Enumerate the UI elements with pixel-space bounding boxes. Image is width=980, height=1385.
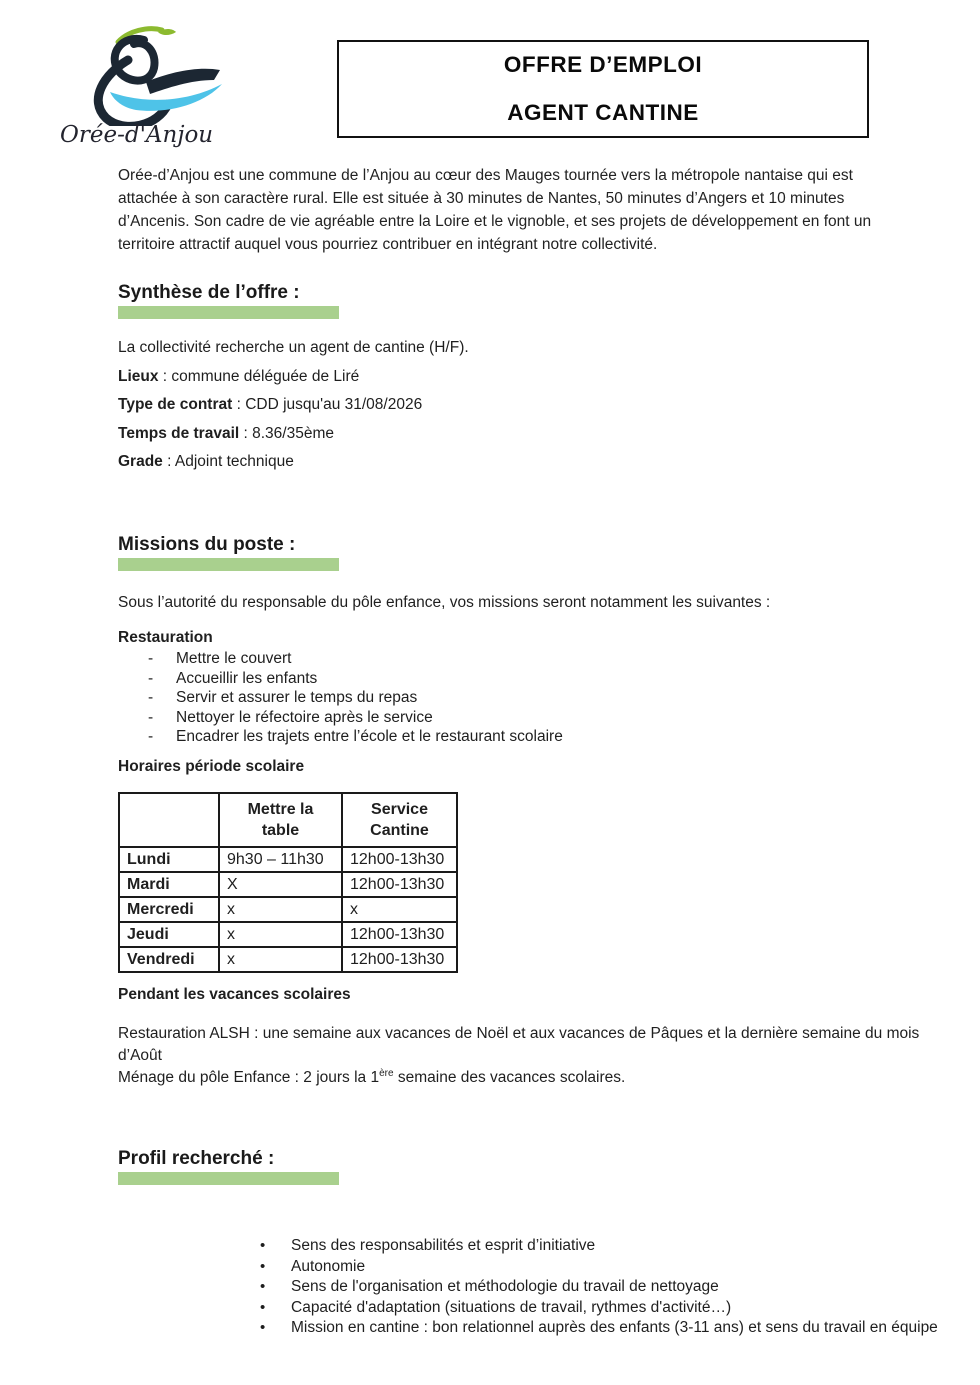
- list-item: [260, 1257, 950, 1278]
- section-heading-synthese: Synthèse de l’offre :: [118, 282, 300, 303]
- vacances-line2: [118, 1067, 938, 1089]
- table-row-mardi: [119, 872, 457, 897]
- field-grade: [118, 452, 838, 472]
- profil-requirements-list: [260, 1236, 950, 1339]
- field-separator: :: [158, 367, 172, 385]
- field-value: CDD jusqu'au 31/08/2026: [245, 396, 423, 413]
- day-cell: Mardi: [119, 872, 219, 897]
- oree-danjou-logo: [58, 26, 226, 154]
- mettre-la-table-cell: 9h30 – 11h30: [219, 847, 342, 872]
- task-text: Nettoyer le réfectoire après le service: [176, 708, 433, 726]
- field-separator: :: [162, 453, 175, 470]
- day-cell: Lundi: [119, 847, 219, 872]
- requirement-text: Sens de l'organisation et méthodologie du travail de nettoyage: [291, 1278, 719, 1295]
- dash-marker: -: [148, 650, 154, 667]
- field-type-de-contrat: [118, 395, 838, 415]
- field-label: Grade: [118, 453, 163, 470]
- list-item: [148, 649, 768, 669]
- green-accent-bar-missions: [118, 558, 339, 571]
- offer-title: OFFRE D’EMPLOI: [503, 52, 703, 77]
- field-label: Lieux: [118, 367, 159, 385]
- section-heading-missions: Missions du poste :: [118, 534, 296, 555]
- green-accent-bar-profil: [118, 1172, 339, 1185]
- service-cantine-cell: 12h00-13h30: [342, 947, 457, 972]
- service-cantine-cell: x: [342, 897, 457, 922]
- field-lieux: [118, 367, 838, 387]
- list-item: [148, 688, 768, 708]
- mettre-la-table-cell: x: [219, 947, 342, 972]
- subheading-vacances: Pendant les vacances scolaires: [118, 986, 351, 1003]
- task-text: Accueillir les enfants: [176, 669, 318, 687]
- bullet-marker: •: [260, 1298, 266, 1316]
- service-cantine-cell: 12h00-13h30: [342, 922, 457, 947]
- col-header-service-cantine: Service Cantine: [342, 793, 457, 847]
- day-cell: Jeudi: [119, 922, 219, 947]
- logo-wordmark: Orée-d'Anjou: [60, 122, 214, 148]
- table-row-lundi: [119, 847, 457, 872]
- bullet-marker: •: [260, 1278, 266, 1295]
- table-header-row: [119, 793, 457, 847]
- field-label: Type de contrat: [118, 396, 233, 413]
- field-value: commune déléguée de Liré: [171, 367, 360, 385]
- vacances-line1: Restauration ALSH : une semaine aux vacances de Noël et aux vacances de Pâques et la dernière semaine du mois d’Août: [118, 1025, 920, 1064]
- service-cantine-cell: 12h00-13h30: [342, 872, 457, 897]
- job-position-title: AGENT CANTINE: [507, 100, 699, 125]
- mettre-la-table-cell: x: [219, 897, 342, 922]
- missions-intro: Sous l’autorité du responsable du pôle enfance, vos missions seront notamment les suivantes :: [118, 594, 771, 611]
- list-item: [148, 708, 768, 728]
- logo-mark-icon: [58, 26, 226, 126]
- bullet-marker: •: [260, 1319, 266, 1336]
- bullet-marker: •: [260, 1237, 266, 1254]
- dash-marker: -: [148, 689, 154, 706]
- mettre-la-table-cell: x: [219, 922, 342, 947]
- field-separator: :: [239, 424, 253, 442]
- bullet-marker: •: [260, 1257, 266, 1275]
- requirement-text: Mission en cantine : bon relationnel auprès des enfants (3-11 ans) et sens du travail en équipe: [291, 1319, 938, 1336]
- dash-marker: -: [148, 708, 154, 726]
- list-item: [260, 1298, 950, 1319]
- field-value: Adjoint technique: [174, 453, 294, 470]
- list-item: [260, 1277, 950, 1298]
- green-accent-bar-synthese: [118, 306, 339, 319]
- table-row-mercredi: [119, 897, 457, 922]
- col-header-mettre-la-table: Mettre la table: [219, 793, 342, 847]
- field-label: Temps de travail: [118, 424, 240, 442]
- list-item: [148, 727, 768, 747]
- restauration-task-list: [148, 649, 768, 747]
- day-cell: Mercredi: [119, 897, 219, 922]
- field-separator: :: [232, 396, 246, 413]
- dash-marker: -: [148, 669, 154, 687]
- list-item: [260, 1236, 950, 1257]
- table-row-jeudi: [119, 922, 457, 947]
- horaires-table: [118, 792, 458, 973]
- subheading-horaires: Horaires période scolaire: [118, 758, 305, 775]
- task-text: Encadrer les trajets entre l’école et le restaurant scolaire: [176, 728, 563, 745]
- synthese-details: [118, 338, 838, 481]
- ordinal-superscript: ère: [379, 1067, 394, 1079]
- vacances-paragraph: [118, 1023, 938, 1089]
- task-text: Servir et assurer le temps du repas: [176, 689, 418, 706]
- day-cell: Vendredi: [119, 947, 219, 972]
- requirement-text: Autonomie: [291, 1257, 366, 1275]
- dash-marker: -: [148, 728, 154, 745]
- col-header-day: [119, 793, 219, 847]
- subheading-restauration: Restauration: [118, 629, 213, 646]
- service-cantine-cell: 12h00-13h30: [342, 847, 457, 872]
- section-heading-profil: Profil recherché :: [118, 1148, 275, 1169]
- list-item: [148, 669, 768, 689]
- list-item: [260, 1318, 950, 1339]
- synthese-intro: La collectivité recherche un agent de cantine (H/F).: [118, 339, 469, 356]
- vacances-line2-prefix: Ménage du pôle Enfance : 2 jours la 1: [118, 1069, 380, 1086]
- mettre-la-table-cell: X: [219, 872, 342, 897]
- field-temps-de-travail: [118, 424, 838, 444]
- requirement-text: Capacité d'adaptation (situations de travail, rythmes d'activité…): [291, 1298, 732, 1316]
- requirement-text: Sens des responsabilités et esprit d’initiative: [291, 1237, 596, 1254]
- intro-paragraph: Orée-d’Anjou est une commune de l’Anjou au cœur des Mauges tournée vers la métropole nantaise qui est attachée à son caractère rural. Elle est située à 30 minutes de Nantes, 50 minutes d’Angers et 10 minutes d’Ancenis. Son cadre de vie agréable entre la Loire et le vignoble, et ses projets de développement en font un territoire attractif auquel vous pourriez contribuer en intégrant notre collectivité.: [118, 167, 872, 253]
- job-offer-title-box: [337, 40, 869, 138]
- field-value: 8.36/35ème: [252, 424, 334, 442]
- vacances-line2-suffix: semaine des vacances scolaires.: [393, 1069, 626, 1086]
- table-row-vendredi: [119, 947, 457, 972]
- task-text: Mettre le couvert: [176, 650, 292, 667]
